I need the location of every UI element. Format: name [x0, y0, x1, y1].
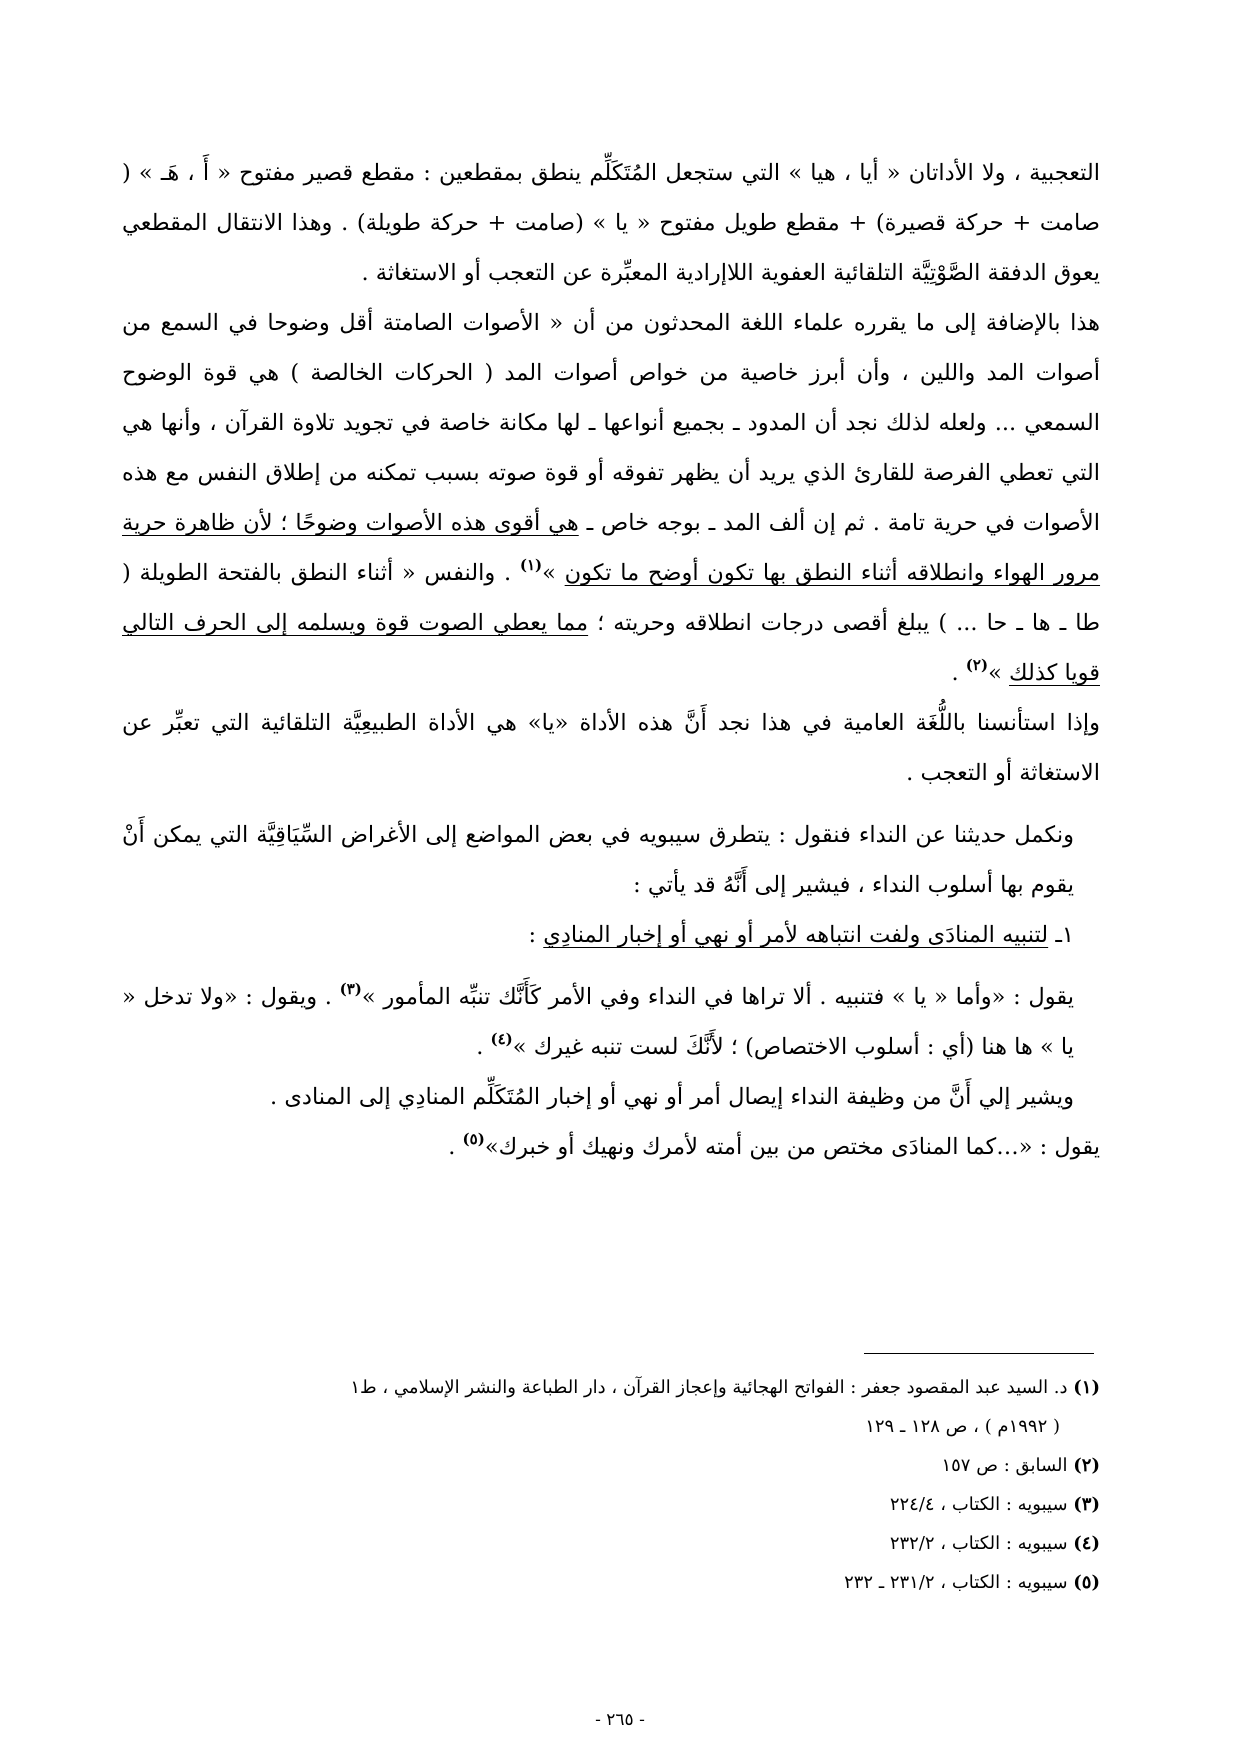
paragraph-3-text: . والنفس « أثناء النطق بالفتحة الطويلة ( طا ـ ها ـ حا ... ) يبلغ أقصى درجات انطلاقه وحريته ؛ — [122, 560, 1100, 636]
paragraph-4: وإذا استأنسنا باللُّغَة العامية في هذا نجد أَنَّ هذه الأداة «يا» هي الأداة الطبيعِيَّة التلقائية التي تعبِّر عن الاستغاثة أو التعجب . — [122, 710, 1100, 786]
list-item-1-underlined: لتنبيه المنادَى ولفت انتباهه لأمر أو نهي أو إخبار المنادِي — [543, 922, 1049, 948]
paragraph-6-text-a: يقول : «وأما « يا » فتنبيه . ألا تراها في النداء وفي الأمر كَأَنَّك تنبِّه المأمور » — [361, 984, 1074, 1010]
main-text — [122, 148, 1100, 1172]
paragraph-8 — [122, 1122, 1100, 1172]
paragraph-2-underlined: هي أقوى هذه الأصوات وضوحًا ؛ لأن ظاهرة حرية مرور الهواء وانطلاقه أثناء النطق بها تكون أوضح ما تكون — [122, 510, 1101, 586]
footnote-number: (٢) — [1073, 1455, 1100, 1476]
footnote-number: (٤) — [1073, 1533, 1100, 1554]
footnote-number: (٥) — [1073, 1572, 1100, 1593]
list-item-number: ١ـ — [1055, 922, 1074, 948]
paragraph-3-underlined: مما يعطي الصوت قوة ويسلمه إلى الحرف التالي قويا كذلك — [122, 610, 1100, 686]
footnote-1-continued: ( ١٩٩٢م ) ، ص ١٢٨ ـ ١٢٩ — [865, 1416, 1060, 1437]
footnote-text: سيبويه : الكتاب ، ٢٢٤/٤ — [889, 1494, 1068, 1515]
paragraph-8-text: يقول : «…كما المنادَى مختص من بين أمته لأمرك ونهيك أو خبرك» — [484, 1134, 1100, 1160]
footnote-ref-5[interactable]: (٥) — [462, 1130, 485, 1148]
footnote-number: (١) — [1073, 1377, 1100, 1398]
footnotes — [122, 1368, 1100, 1602]
footnote-2 — [122, 1446, 1100, 1485]
footnote-separator — [864, 1353, 1094, 1354]
footnote-4 — [122, 1524, 1100, 1563]
footnote-3 — [122, 1485, 1100, 1524]
list-item-1 — [122, 910, 1100, 960]
footnote-text: السابق : ص ١٥٧ — [941, 1455, 1068, 1476]
footnote-1 — [122, 1368, 1100, 1407]
footnote-text: د. السيد عبد المقصود جعفر : الفواتح الهجائية وإعجاز القرآن ، دار الطباعة والنشر الإسلامي ، ط١ — [350, 1377, 1068, 1398]
footnote-ref-3[interactable]: (٣) — [339, 980, 362, 998]
paragraph-6-text-b: . ويقول : «ولا تدخل « يا » ها هنا (أي : أسلوب الاختصاص) ؛ لأَنَّكَ لست تنبه غيرك » — [122, 984, 1074, 1060]
colon: : — [528, 922, 537, 948]
footnote-number: (٣) — [1073, 1494, 1100, 1515]
paragraph-7: ويشير إلي أَنَّ من وظيفة النداء إيصال أمر أو نهي أو إخبار المُتَكَلِّم المنادِي إلى المنادى . — [270, 1084, 1074, 1110]
period: . — [476, 1034, 484, 1060]
page-number: - ٢٦٥ - — [595, 1710, 645, 1730]
footnote-text: سيبويه : الكتاب ، ٢٣٢/٢ — [889, 1533, 1068, 1554]
paragraph-2 — [122, 298, 1100, 698]
quote-close: » — [542, 560, 556, 586]
quote-close: » — [988, 660, 1002, 686]
paragraph-6 — [122, 972, 1100, 1072]
period: . — [951, 660, 959, 686]
footnote-text: سيبويه : الكتاب ، ٢٣١/٢ ـ ٢٣٢ — [844, 1572, 1068, 1593]
paragraph-2-text: هذا بالإضافة إلى ما يقرره علماء اللغة المحدثون من أن « الأصوات الصامتة أقل وضوحا في السمع من أصوات المد واللين ، وأن أبرز خاصية من خواص أصوات المد ( الحركات الخالصة ) هي قوة الوضوح السمعي ... ولعله لذلك نجد أن المدود ـ بجميع أنواعها ـ لها مكانة خاصة في تجويد تلاوة القرآن ، وأنها هي التي تعطي الفرصة للقارئ الذي يريد أن يظهر تفوقه أو قوة صوته بسبب تمكنه من إطلاق النفس مع هذه الأصوات في حرية تامة . ثم إن ألف المد ـ بوجه خاص ـ — [122, 310, 1100, 536]
period: . — [448, 1134, 456, 1160]
paragraph-1: التعجبية ، ولا الأداتان « أيا ، هيا » التي ستجعل المُتَكَلِّم ينطق بمقطعين : مقطع قصير مفتوح « أَ ، هَـ » ( صامت + حركة قصيرة) + مقطع طويل مفتوح « يا » (صامت + حركة طويلة) . وهذا الانتقال المقطعي يعوق الدفقة الصَّوْتِيَّة التلقائية العفوية اللاإرادية المعبِّرة عن التعجب أو الاستغاثة . — [122, 160, 1100, 286]
footnote-ref-2[interactable]: (٢) — [965, 656, 989, 674]
paragraph-5: ونكمل حديثنا عن النداء فنقول : يتطرق سيبويه في بعض المواضع إلى الأغراض السِّيَاقِيَّة التي يمكن أَنْ يقوم بها أسلوب النداء ، فيشير إلى أَنَّهُ قد يأتي : — [122, 822, 1074, 898]
footnote-5 — [122, 1563, 1100, 1602]
footnote-ref-1[interactable]: (١) — [519, 556, 543, 574]
footnote-ref-4[interactable]: (٤) — [490, 1030, 513, 1048]
